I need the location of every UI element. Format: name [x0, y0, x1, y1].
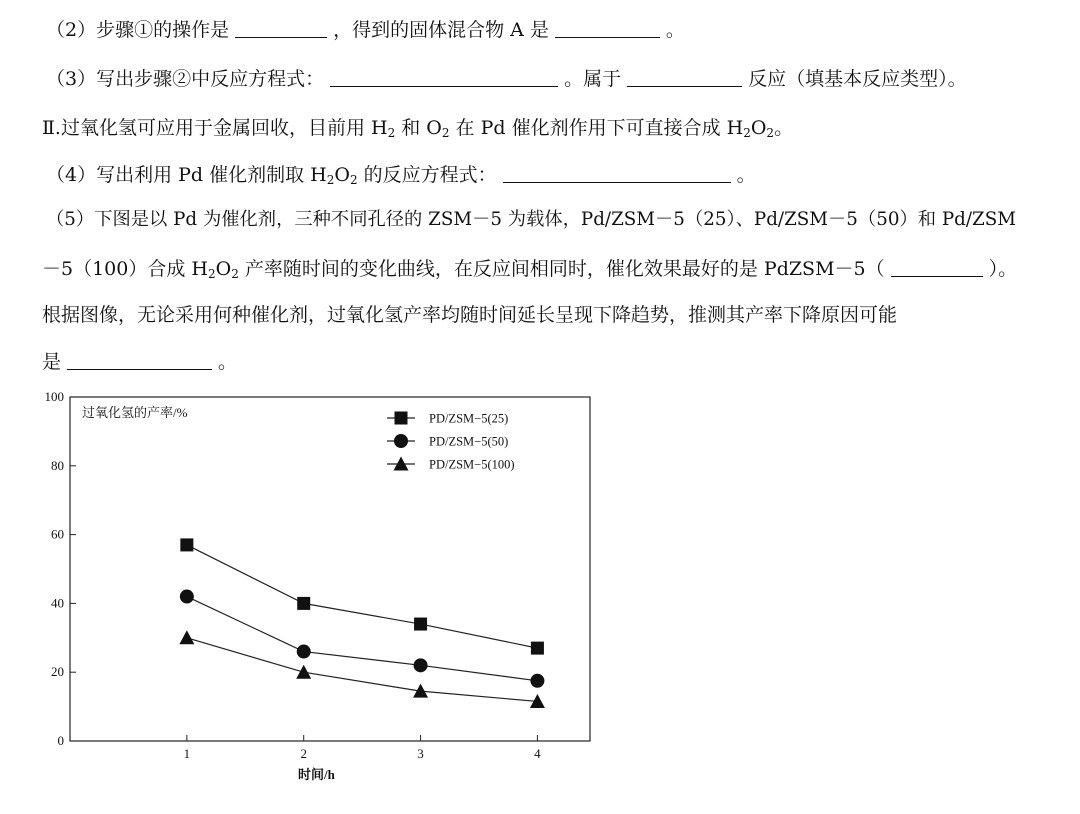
- q4-blank-equation[interactable]: [503, 164, 731, 183]
- subscript: 2: [387, 126, 396, 140]
- q4-suffix: 。: [736, 164, 756, 186]
- square-marker: [395, 412, 408, 425]
- y-axis: [45, 389, 77, 748]
- series-lines: [187, 545, 538, 702]
- series-line: [187, 638, 538, 702]
- square-marker: [414, 618, 427, 631]
- q5-text: 产率随时间的变化曲线，在反应间相同时，催化效果最好的是 PdZSM－5（: [238, 258, 885, 280]
- q5-text: 。: [218, 351, 238, 373]
- series-markers: [179, 538, 545, 708]
- question-5-line-4: [42, 350, 237, 374]
- square-marker: [180, 538, 193, 551]
- subscript: 2: [326, 173, 335, 187]
- q2-blank-mixture[interactable]: [555, 19, 660, 38]
- y-tick-label: 100: [44, 389, 64, 404]
- part2-text: 和 O: [395, 117, 442, 139]
- x-tick-label: 2: [300, 746, 307, 761]
- q3-blank-reaction-type[interactable]: [627, 68, 742, 87]
- q5-text: －5（100）合成 H: [42, 258, 208, 280]
- legend-label: PD/ZSM−5(100): [429, 457, 515, 472]
- subscript: 2: [349, 173, 358, 187]
- subscript: 2: [766, 126, 775, 140]
- q5-text: 是: [42, 351, 62, 373]
- plot-frame: [70, 397, 590, 741]
- q5-text: ）。: [988, 258, 1018, 280]
- q2-middle: ，得到的固体混合物 A 是: [333, 19, 549, 41]
- question-4: [46, 163, 756, 187]
- circle-marker: [180, 590, 194, 604]
- part2-text: O: [750, 117, 767, 139]
- q3-middle: 。属于: [564, 68, 622, 90]
- q4-text: O: [334, 164, 350, 186]
- square-marker: [531, 642, 544, 655]
- triangle-marker: [296, 665, 311, 679]
- part2-text: 。: [774, 117, 794, 139]
- x-tick-label: 1: [183, 746, 191, 761]
- q3-suffix: 反应（填基本反应类型）。: [748, 68, 967, 90]
- q5-text: O: [215, 258, 232, 280]
- square-marker: [297, 597, 310, 610]
- circle-marker: [530, 674, 544, 688]
- y-tick-label: 80: [51, 457, 64, 473]
- triangle-marker: [179, 630, 194, 644]
- q3-blank-equation[interactable]: [330, 68, 558, 87]
- circle-marker: [414, 658, 428, 672]
- series-line: [187, 545, 538, 648]
- subscript: 2: [441, 126, 450, 140]
- subscript: 2: [231, 267, 239, 281]
- question-5-line-1: （5）下图是以 Pd 为催化剂，三种不同孔径的 ZSM－5 为载体，Pd/ZSM－5（25）、Pd/ZSM－5（50）和 Pd/ZSM: [46, 209, 1016, 230]
- y-tick-label: 20: [51, 664, 64, 680]
- legend: [387, 412, 515, 472]
- x-tick-label: 4: [534, 746, 541, 761]
- part-2-intro: [42, 116, 793, 140]
- y-tick-label: 40: [51, 595, 64, 611]
- y-tick-label: 60: [51, 526, 64, 542]
- question-5-line-3: 根据图像，无论采用何种催化剂，过氧化氢产率均随时间延长呈现下降趋势，推测其产率下降原因可能: [42, 304, 898, 326]
- subscript: 2: [207, 267, 216, 281]
- legend-label: PD/ZSM−5(50): [429, 434, 509, 449]
- q4-text: 的反应方程式：: [357, 164, 497, 186]
- circle-marker: [394, 434, 408, 448]
- part2-text: 在 Pd 催化剂作用下可直接合成 H: [449, 117, 744, 139]
- y-tick-label: 0: [57, 733, 64, 748]
- x-axis: [184, 735, 542, 761]
- series-line: [187, 597, 538, 681]
- q5-blank-best-catalyst[interactable]: [891, 258, 983, 277]
- legend-label: PD/ZSM−5(25): [429, 411, 509, 426]
- question-5-line-2: [42, 257, 1017, 281]
- question-2: [46, 18, 685, 42]
- subscript: 2: [743, 126, 751, 140]
- q4-text: （4）写出利用 Pd 催化剂制取 H: [46, 164, 327, 186]
- q2-blank-operation[interactable]: [235, 19, 327, 38]
- part2-text: Ⅱ.过氧化氢可应用于金属回收，目前用 H: [42, 117, 388, 139]
- circle-marker: [297, 645, 311, 659]
- q5-blank-reason[interactable]: [67, 351, 212, 370]
- chart-title: 过氧化氢的产率/%: [82, 405, 188, 420]
- q2-prefix: （2）步骤①的操作是: [46, 19, 230, 41]
- question-3: [46, 67, 967, 91]
- q2-suffix: 。: [665, 19, 685, 41]
- yield-line-chart: [30, 385, 600, 795]
- x-axis-label: 时间/h: [298, 767, 335, 782]
- x-tick-label: 3: [417, 746, 424, 761]
- q3-prefix: （3）写出步骤②中反应方程式：: [46, 68, 325, 90]
